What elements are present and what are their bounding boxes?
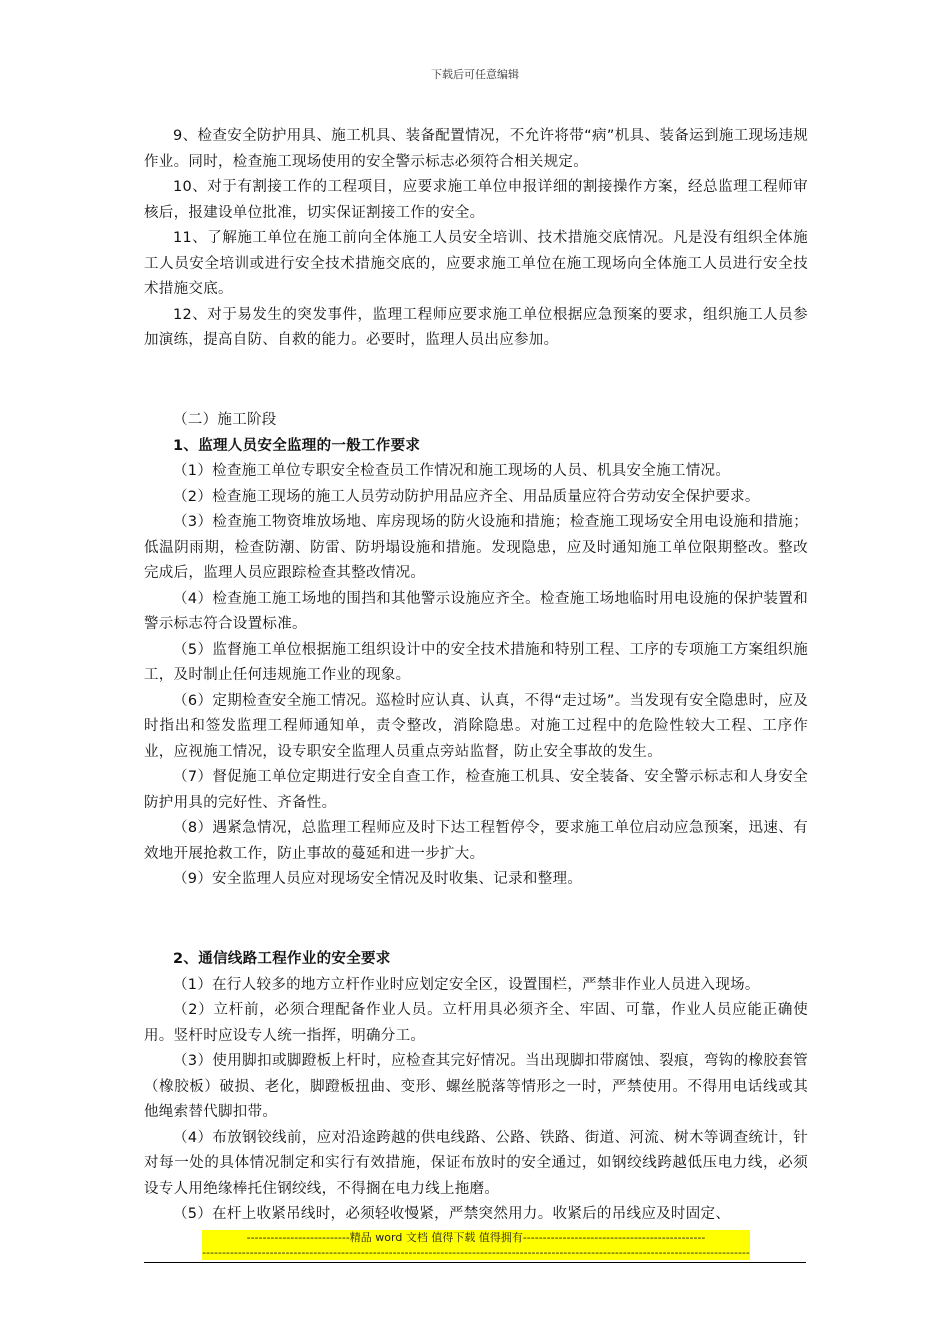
blank-line	[144, 368, 808, 394]
paragraph: （1）检查施工单位专职安全检查员工作情况和施工现场的人员、机具安全施工情况。	[173, 463, 731, 479]
footer-line-1: --------------------------精品 word 文档 值得下载 值得拥有----------------------------------------------	[246, 1231, 706, 1244]
paragraph: 9、检查安全防护用具、施工机具、装备配置情况，不允许将带“病”机具、装备运到施工现场违规作业。同时，检查施工现场使用的安全警示标志必须符合相关规定。	[144, 128, 808, 170]
section-heading: 2、通信线路工程作业的安全要求	[173, 951, 391, 967]
page-header: 下载后可任意编辑	[431, 68, 519, 81]
paragraph: （6）定期检查安全施工情况。巡检时应认真、认真，不得“走过场”。当发现有安全隐患时，应及时指出和签发监理工程师通知单，责令整改，消除隐患。对施工过程中的危险性较大工程、工序作业，应视施工情况，设专职安全监理人员重点旁站监督，防止安全事故的发生。	[144, 692, 808, 760]
footer-line-2: ------------------------------------------------------------------------------------------------------------------------------------------	[202, 1246, 750, 1259]
paragraph: （5）在杆上收紧吊线时，必须轻收慢紧，严禁突然用力。收紧后的吊线应及时固定、	[173, 1206, 731, 1222]
paragraph: 11、了解施工单位在施工前向全体施工人员安全培训、技术措施交底情况。凡是没有组织全体施工人员安全培训或进行安全技术措施交底的，应要求施工单位在施工现场向全体施工人员进行安全技术措施交底。	[144, 230, 808, 297]
footer-banner	[202, 1230, 750, 1260]
paragraph: （3）使用脚扣或脚蹬板上杆时，应检查其完好情况。当出现脚扣带腐蚀、裂痕，弯钩的橡胶套管（橡胶板）破损、老化，脚蹬板扭曲、变形、螺丝脱落等情形之一时，严禁使用。不得用电话线或其他绳索替代脚扣带。	[144, 1053, 808, 1120]
footer-rule	[144, 1262, 806, 1263]
paragraph: （7）督促施工单位定期进行安全自查工作，检查施工机具、安全装备、安全警示标志和人身安全防护用具的完好性、齐备性。	[144, 769, 808, 811]
paragraph: 12、对于易发生的突发事件，监理工程师应要求施工单位根据应急预案的要求，组织施工人员参加演练，提高自防、自救的能力。必要时，监理人员出应参加。	[144, 306, 808, 348]
paragraph: （2）检查施工现场的施工人员劳动防护用品应齐全、用品质量应符合劳动安全保护要求。	[173, 488, 760, 505]
paragraph: （8）遇紧急情况，总监理工程师应及时下达工程暂停令，要求施工单位启动应急预案，迅速、有效地开展抢救工作，防止事故的蔓延和进一步扩大。	[144, 820, 808, 862]
document-body	[144, 124, 808, 1228]
paragraph: （4）布放钢铰线前，应对沿途跨越的供电线路、公路、铁路、街道、河流、树木等调查统计，针对每一处的具体情况制定和实行有效措施，保证布放时的安全通过，如钢绞线跨越低压电力线，必须设专人用绝缘棒托住钢绞线，不得搁在电力线上拖磨。	[144, 1129, 808, 1197]
paragraph: （二）施工阶段	[173, 412, 277, 428]
paragraph: （9）安全监理人员应对现场安全情况及时收集、记录和整理。	[173, 871, 583, 887]
paragraph: （3）检查施工物资堆放场地、库房现场的防火设施和措施；检查施工现场安全用电设施和措施；低温阴雨期，检查防潮、防雷、防坍塌设施和措施。发现隐患，应及时通知施工单位限期整改。整改完成后，监理人员应跟踪检查其整改情况。	[144, 514, 808, 581]
paragraph: （2）立杆前，必须合理配备作业人员。立杆用具必须齐全、牢固、可靠，作业人员应能正确使用。竖杆时应设专人统一指挥，明确分工。	[144, 1002, 808, 1044]
section-heading: 1、监理人员安全监理的一般工作要求	[173, 437, 421, 454]
blank-line	[144, 907, 808, 933]
paragraph: （1）在行人较多的地方立杆作业时应划定安全区，设置围栏，严禁非作业人员进入现场。	[173, 976, 760, 993]
paragraph: （5）监督施工单位根据施工组织设计中的安全技术措施和特别工程、工序的专项施工方案组织施工，及时制止任何违规施工作业的现象。	[144, 641, 808, 683]
paragraph: 10、对于有割接工作的工程项目，应要求施工单位申报详细的割接操作方案，经总监理工程师审核后，报建设单位批准，切实保证割接工作的安全。	[144, 179, 808, 221]
paragraph: （4）检查施工施工场地的围挡和其他警示设施应齐全。检查施工场地临时用电设施的保护装置和警示标志符合设置标准。	[144, 590, 808, 632]
